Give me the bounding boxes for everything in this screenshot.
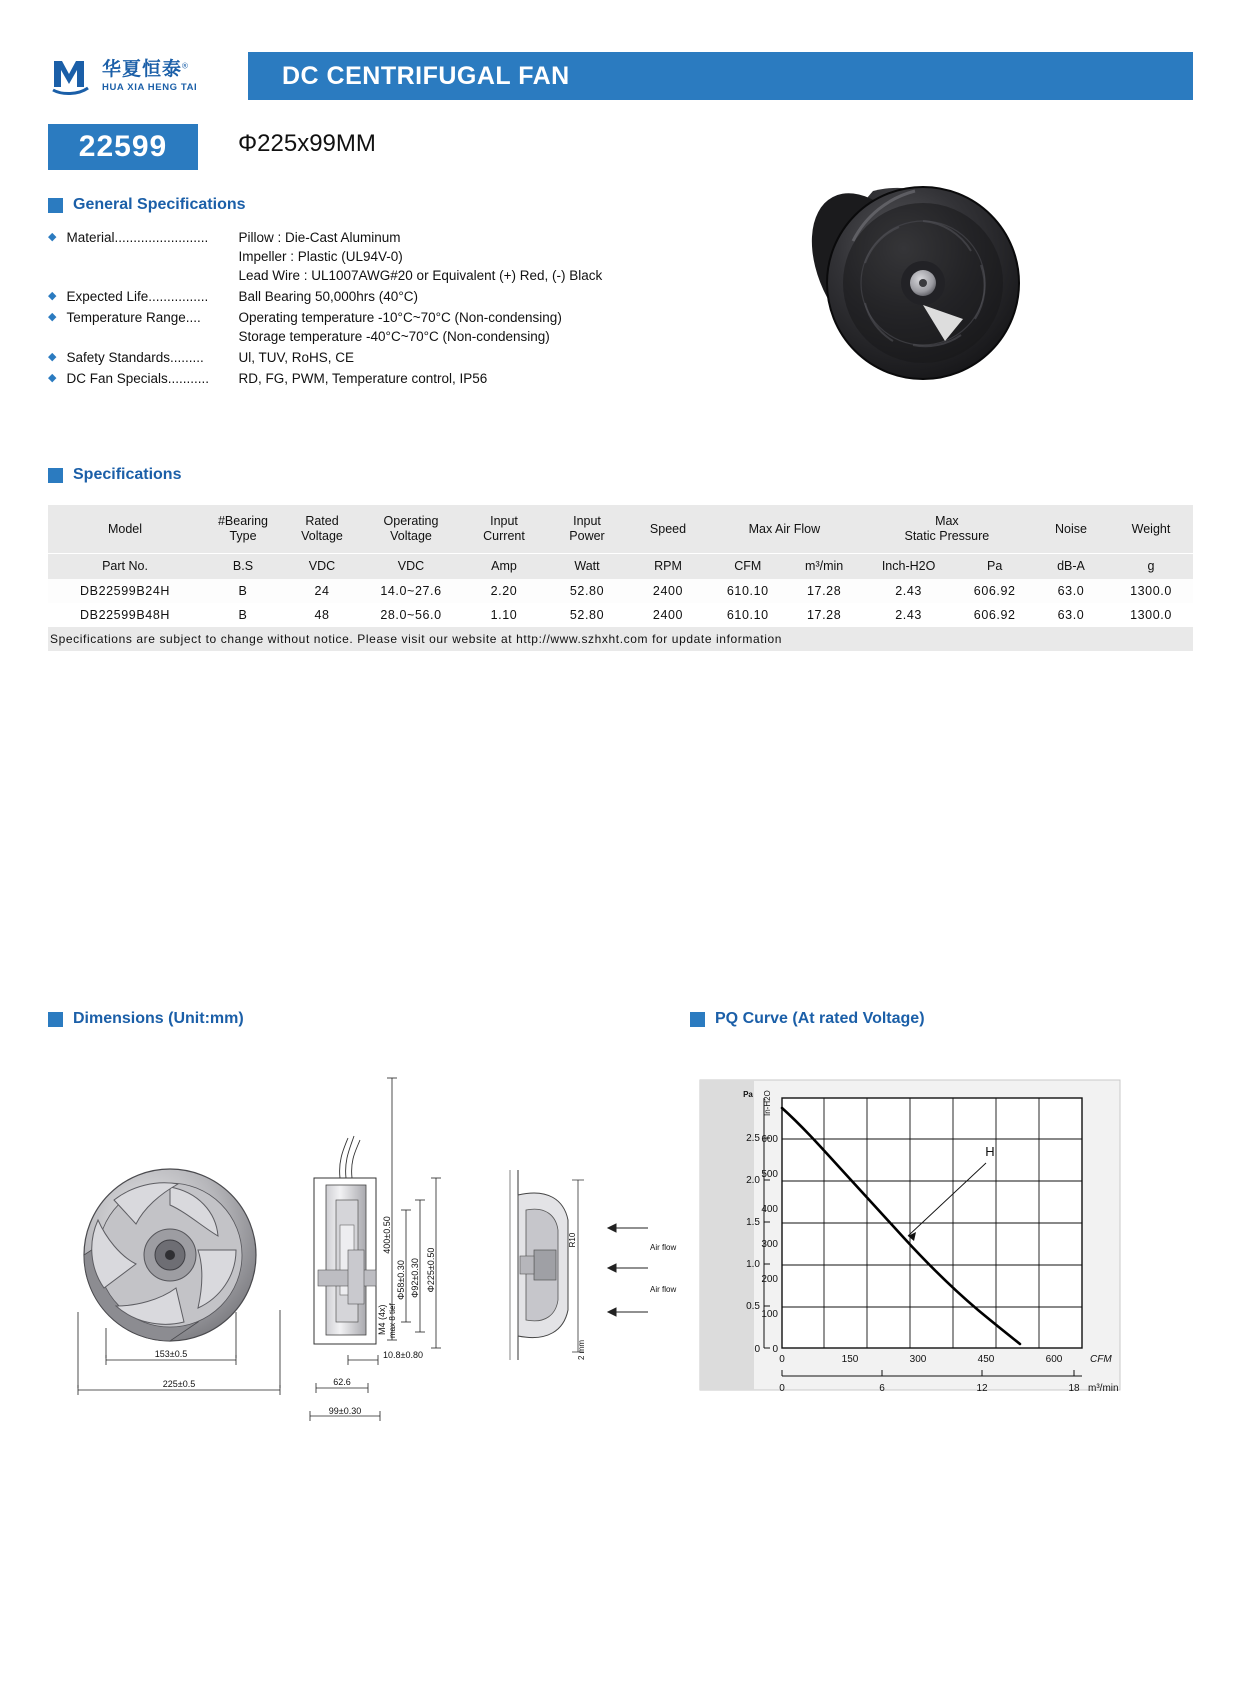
dim-blade-dia: 153±0.5: [154, 1349, 188, 1359]
cell-weight: 1300.0: [1130, 584, 1172, 598]
cell-cfm: 610.10: [726, 608, 769, 622]
bullet-diamond-icon: ◆: [48, 311, 57, 323]
dim-flange: Φ225±0.50: [426, 1247, 436, 1293]
spec-value: [238, 228, 602, 285]
col-weight: Weight: [1109, 505, 1193, 554]
cell-inch-h2o: 2.43: [895, 584, 922, 598]
spec-key: DC Fan Specials...........: [66, 371, 210, 386]
spec-value-line: RD, FG, PWM, Temperature control, IP56: [238, 371, 488, 386]
section-label: Specifications: [73, 466, 182, 483]
spec-value: [238, 369, 487, 388]
bullet-diamond-icon: ◆: [48, 351, 57, 363]
side-section-drawing: [310, 1078, 441, 1421]
model-dimension-label: Φ225x99MM: [238, 130, 376, 157]
ytick-right: 2.5: [746, 1133, 760, 1144]
spec-value-line: Ul, TUV, RoHS, CE: [238, 350, 355, 365]
specifications-table: [48, 505, 1193, 651]
ytick-right: 0: [754, 1344, 760, 1355]
col-operating-voltage: Operating Voltage: [360, 505, 462, 554]
col-input-current: Input Current: [462, 505, 546, 554]
model-number-badge: 22599: [48, 124, 198, 170]
unit-part-no: Part No.: [48, 554, 202, 580]
section-marker-icon: [48, 468, 63, 483]
brand-name-en: HUA XIA HENG TAI: [102, 81, 198, 93]
cell-speed: 2400: [652, 608, 684, 622]
ytick-left: 0: [772, 1344, 778, 1355]
col-input-power: Input Power: [546, 505, 628, 554]
section-label: General Specifications: [73, 196, 246, 213]
spec-value: [238, 348, 354, 367]
cell-noise: 63.0: [1057, 608, 1085, 622]
spec-value-line: Lead Wire : UL1007AWG#20 or Equivalent (+) Red, (-) Black: [238, 268, 603, 283]
spec-item-expected-life: [48, 287, 748, 306]
product-photo: [795, 155, 1030, 395]
xtick-m3min: 6: [879, 1383, 885, 1394]
spec-key: Material.........................: [66, 230, 209, 245]
pq-curve-chart: [690, 1060, 1190, 1490]
brand-logo: [48, 52, 248, 100]
dim-radius: R10: [568, 1232, 577, 1248]
cell-part-no: DB22599B48H: [80, 608, 170, 622]
section-heading-specifications: [48, 466, 181, 484]
unit-pa: Pa: [956, 554, 1033, 580]
col-noise: Noise: [1033, 505, 1109, 554]
section-label: Dimensions (Unit:mm): [73, 1010, 244, 1027]
series-label-h: H: [985, 1144, 995, 1159]
cell-rated-voltage: 48: [314, 608, 330, 622]
xtick-cfm: 0: [779, 1354, 785, 1365]
company-logo-icon: [52, 57, 98, 95]
spec-value: [238, 287, 418, 306]
xtick-m3min: 18: [1068, 1383, 1080, 1394]
col-speed: Speed: [628, 505, 708, 554]
cell-input-current: 1.10: [490, 608, 518, 622]
axis-label-pa: Pa: [743, 1090, 753, 1099]
unit-vdc-rated: VDC: [284, 554, 360, 580]
xtick-m3min: 0: [779, 1383, 785, 1394]
dim-plate: 10.8±0.80: [383, 1350, 423, 1360]
cell-inch-h2o: 2.43: [895, 608, 922, 622]
unit-g: g: [1109, 554, 1193, 580]
xtick-cfm: 300: [909, 1354, 927, 1365]
col-rated-voltage: Rated Voltage: [284, 505, 360, 554]
dim-hub-b: Φ92±0.30: [410, 1258, 420, 1298]
section-marker-icon: [690, 1012, 705, 1027]
unit-m3min: m³/min: [788, 554, 861, 580]
airflow-label-2: Air flow: [650, 1285, 677, 1294]
xtick-cfm: 450: [977, 1354, 995, 1365]
cell-m3min: 17.28: [807, 584, 842, 598]
xtick-m3min: 12: [976, 1383, 988, 1394]
dim-thickness: 2 mm: [577, 1340, 586, 1360]
cell-pa: 606.92: [973, 584, 1016, 598]
ytick-left: 500: [761, 1169, 778, 1180]
dim-height-total: 99±0.30: [328, 1406, 362, 1416]
table-note-row: [48, 627, 1193, 651]
cell-speed: 2400: [652, 584, 684, 598]
dimension-drawings: [48, 1060, 688, 1490]
col-model: Model: [48, 505, 202, 554]
spec-item-temperature-range: [48, 308, 748, 346]
axis-label-inh2o: In-H2O: [763, 1090, 772, 1116]
ytick-left: 100: [761, 1309, 778, 1320]
spec-key: Safety Standards.........: [66, 350, 204, 365]
general-specifications-list: [48, 228, 748, 390]
section-label: PQ Curve (At rated Voltage): [715, 1010, 925, 1027]
spec-key: Temperature Range....: [66, 310, 201, 325]
cell-bs: B: [238, 608, 248, 622]
ytick-left: 400: [761, 1204, 778, 1215]
section-marker-icon: [48, 1012, 63, 1027]
table-row: [48, 603, 1193, 627]
cell-operating-voltage: 28.0~56.0: [380, 608, 442, 622]
cell-weight: 1300.0: [1130, 608, 1172, 622]
ytick-left: 600: [761, 1134, 778, 1145]
cell-part-no: DB22599B24H: [80, 584, 170, 598]
bullet-diamond-icon: ◆: [48, 372, 57, 384]
table-header-row-1: [48, 505, 1193, 554]
cell-cfm: 610.10: [726, 584, 769, 598]
col-max-air-flow: Max Air Flow: [708, 505, 861, 554]
unit-watt: Watt: [546, 554, 628, 580]
unit-dba: dB-A: [1033, 554, 1109, 580]
unit-vdc-operating: VDC: [360, 554, 462, 580]
section-heading-pq: [690, 1010, 925, 1028]
cell-m3min: 17.28: [807, 608, 842, 622]
dim-outer-dia: 225±0.5: [162, 1379, 196, 1389]
spec-value: [238, 308, 561, 346]
bullet-diamond-icon: ◆: [48, 231, 57, 243]
col-bearing-type: #Bearing Type: [202, 505, 284, 554]
unit-inch-h2o: Inch-H2O: [861, 554, 957, 580]
airflow-section-drawing: [510, 1170, 676, 1360]
axis-label-m3min: m³/min: [1088, 1383, 1119, 1394]
ytick-right: 0.5: [746, 1301, 760, 1312]
cell-bs: B: [238, 584, 248, 598]
ytick-right: 1.5: [746, 1217, 760, 1228]
cell-input-power: 52.80: [569, 584, 605, 598]
section-heading-general: [48, 196, 246, 214]
table-header-row-2: [48, 554, 1193, 580]
spec-value-line: Pillow : Die-Cast Aluminum: [238, 230, 401, 245]
ytick-left: 300: [761, 1239, 778, 1250]
spec-key: Expected Life................: [66, 289, 209, 304]
document-title-bar: [248, 52, 1193, 100]
unit-rpm: RPM: [628, 554, 708, 580]
isometric-fan-drawing: [78, 1169, 280, 1395]
registered-icon: ®: [182, 61, 188, 71]
spec-value-line: Ball Bearing 50,000hrs (40°C): [238, 289, 418, 304]
ytick-right: 2.0: [746, 1175, 760, 1186]
dim-screw: M4 (4x): [377, 1304, 387, 1335]
section-heading-dimensions: [48, 1010, 244, 1028]
xtick-cfm: 150: [841, 1354, 859, 1365]
ytick-right: 1.0: [746, 1259, 760, 1270]
ytick-left: 200: [761, 1274, 778, 1285]
cell-input-power: 52.80: [569, 608, 605, 622]
bullet-diamond-icon: ◆: [48, 290, 57, 302]
table-note: Specifications are subject to change without notice. Please visit our website at http://www.szhxht.com for update information: [48, 627, 1193, 651]
section-marker-icon: [48, 198, 63, 213]
page-header: [48, 52, 1193, 100]
spec-item-safety-standards: [48, 348, 748, 367]
cell-pa: 606.92: [973, 608, 1016, 622]
xtick-cfm: 600: [1045, 1354, 1063, 1365]
dim-bolt-circle: 400±0.50: [382, 1216, 392, 1254]
unit-bs: B.S: [202, 554, 284, 580]
page-title: DC CENTRIFUGAL FAN: [282, 61, 570, 90]
col-max-static-pressure: Max Static Pressure: [861, 505, 1033, 554]
axis-label-cfm: CFM: [1090, 1354, 1112, 1365]
cell-input-current: 2.20: [490, 584, 518, 598]
table-row: [48, 579, 1193, 603]
cell-rated-voltage: 24: [314, 584, 330, 598]
dim-screw-depth: max 8 tief: [388, 1303, 397, 1338]
cell-noise: 63.0: [1057, 584, 1085, 598]
airflow-label-1: Air flow: [650, 1243, 677, 1252]
dim-height-inner: 62.6: [333, 1377, 351, 1387]
spec-item-dc-fan-specials: [48, 369, 748, 388]
unit-cfm: CFM: [708, 554, 788, 580]
spec-value-line: Impeller : Plastic (UL94V-0): [238, 249, 403, 264]
dim-hub-a: Φ58±0.30: [396, 1260, 406, 1300]
spec-item-material: [48, 228, 748, 285]
spec-value-line: Operating temperature -10°C~70°C (Non-condensing): [238, 310, 562, 325]
cell-operating-voltage: 14.0~27.6: [380, 584, 442, 598]
brand-name-cn: 华夏恒泰: [102, 57, 183, 80]
spec-value-line: Storage temperature -40°C~70°C (Non-condensing): [238, 329, 550, 344]
unit-amp: Amp: [462, 554, 546, 580]
